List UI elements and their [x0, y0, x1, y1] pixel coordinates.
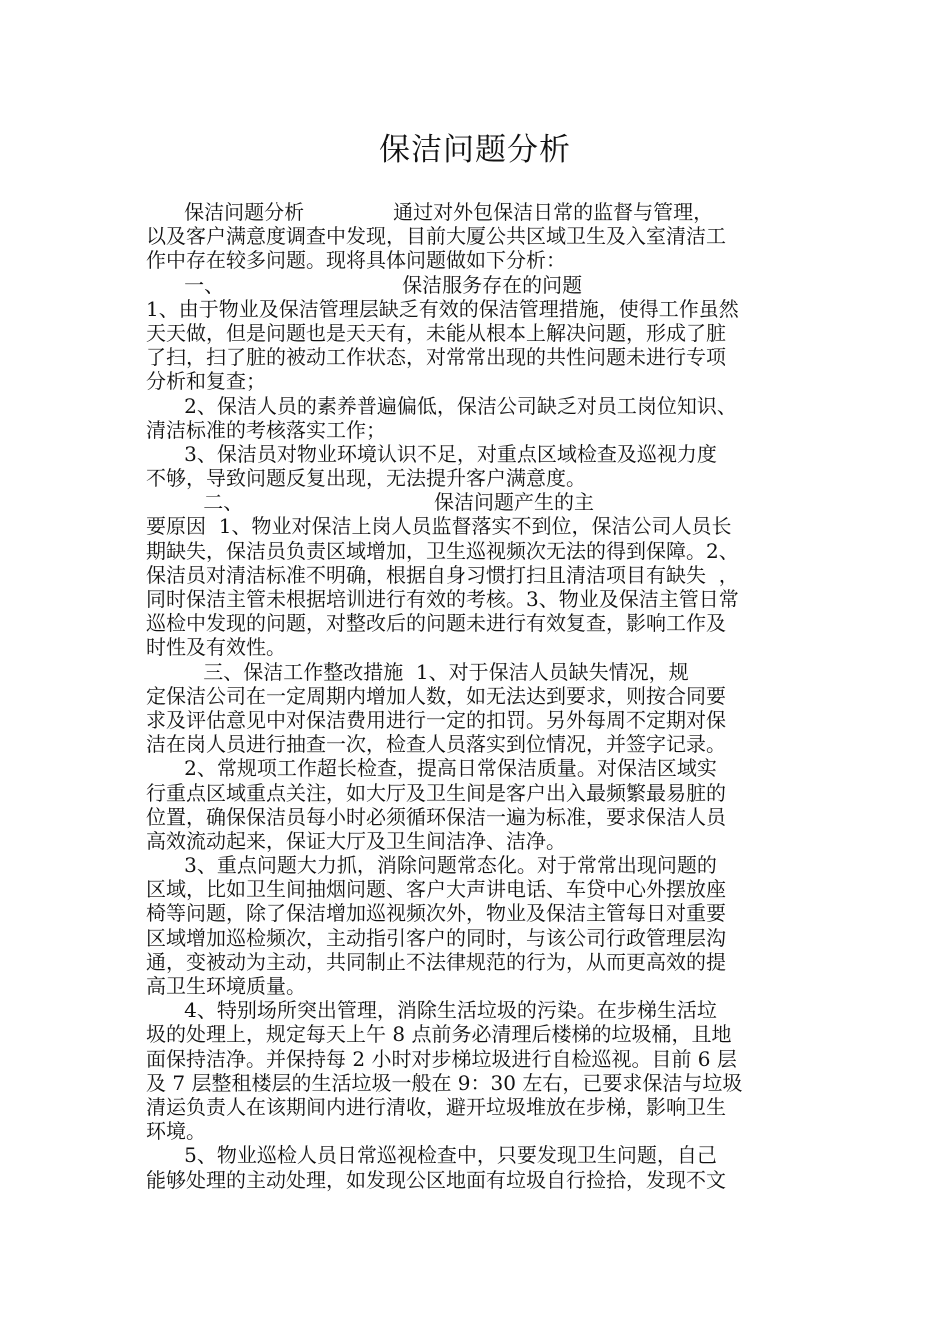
body-line: 以及客户满意度调查中发现，目前大厦公共区域卫生及入室清洁工 [146, 224, 726, 249]
body-line: 时性及有效性。 [146, 635, 286, 660]
body-line: 3、保洁员对物业环境认识不足，对重点区域检查及巡视力度 [146, 441, 717, 466]
body-line: 1、由于物业及保洁管理层缺乏有效的保洁管理措施，使得工作虽然 [146, 296, 739, 321]
body-line: 5、物业巡检人员日常巡视检查中，只要发现卫生问题，自己 [146, 1143, 717, 1168]
body-line: 4、特别场所突出管理，消除生活垃圾的污染。在步梯生活垃 [146, 998, 717, 1023]
body-line: 二、 保洁问题产生的主 [146, 490, 594, 515]
body-line: 巡检中发现的问题，对整改后的问题未进行有效复查，影响工作及 [146, 611, 726, 636]
body-line: 期缺失，保洁员负责区域增加，卫生巡视频次无法的得到保障。2、 [146, 538, 739, 563]
body-line: 高效流动起来，保证大厅及卫生间洁净、洁净。 [146, 828, 566, 853]
body-line: 圾的处理上，规定每天上午 8 点前务必清理后楼梯的垃圾桶，且地 [146, 1022, 732, 1047]
body-line: 保洁问题分析 通过对外包保洁日常的监督与管理， [146, 200, 714, 224]
body-line: 作中存在较多问题。现将具体问题做如下分析： [146, 248, 566, 273]
body-line: 三、保洁工作整改措施 1、对于保洁人员缺失情况，规 [146, 659, 689, 684]
body-line: 能够处理的主动处理，如发现公区地面有垃圾自行捡拾，发现不文 [146, 1167, 726, 1192]
body-line: 椅等问题，除了保洁增加巡视频次外，物业及保洁主管每日对重要 [146, 901, 726, 926]
body-line: 求及评估意见中对保洁费用进行一定的扣罚。另外每周不定期对保 [146, 707, 726, 732]
body-line: 区域增加巡检频次，主动指引客户的同时，与该公司行政管理层沟 [146, 925, 726, 950]
body-line: 不够，导致问题反复出现，无法提升客户满意度。 [146, 466, 586, 491]
body-line: 了扫，扫了脏的被动工作状态，对常常出现的共性问题未进行专项 [146, 345, 726, 370]
body-line: 保洁员对清洁标准不明确，根据自身习惯打扫且清洁项目有缺失 ， [146, 562, 739, 587]
body-line: 2、常规项工作超长检查，提高日常保洁质量。对保洁区域实 [146, 756, 717, 781]
body-line: 天天做，但是问题也是天天有，未能从根本上解决问题，形成了脏 [146, 320, 726, 345]
body-line: 行重点区域重点关注，如大厅及卫生间是客户出入最频繁最易脏的 [146, 780, 726, 805]
body-line: 同时保洁主管未根据培训进行有效的考核。3、物业及保洁主管日常 [146, 587, 739, 611]
body-line: 及 7 层整租楼层的生活垃圾一般在 9：30 左右，已要求保洁与垃圾 [146, 1070, 743, 1095]
body-line: 位置，确保保洁员每小时必须循环保洁一遍为标准，要求保洁人员 [146, 804, 726, 829]
body-line: 2、保洁人员的素养普遍偏低，保洁公司缺乏对员工岗位知识、 [146, 393, 737, 418]
body-line: 通，变被动为主动，共同制止不法律规范的行为，从而更高效的提 [146, 949, 726, 974]
body-line: 区域，比如卫生间抽烟问题、客户大声讲电话、车贷中心外摆放座 [146, 877, 726, 902]
body-line: 要原因 1、物业对保洁上岗人员监督落实不到位，保洁公司人员长 [146, 514, 732, 539]
document-body [146, 200, 836, 1192]
page-title: 保洁问题分析 [379, 132, 571, 168]
body-line: 清运负责人在该期间内进行清收，避开垃圾堆放在步梯，影响卫生 [146, 1094, 726, 1119]
body-line: 高卫生环境质量。 [146, 974, 306, 998]
body-line: 洁在岗人员进行抽查一次，检查人员落实到位情况，并签字记录。 [146, 732, 726, 757]
body-line: 一、 保洁服务存在的问题 [146, 272, 583, 297]
body-line: 环境。 [146, 1119, 206, 1144]
body-line: 分析和复查； [146, 369, 266, 394]
body-line: 3、重点问题大力抓，消除问题常态化。对于常常出现问题的 [146, 853, 717, 878]
body-line: 面保持洁净。并保持每 2 小时对步梯垃圾进行自检巡视。目前 6 层 [146, 1046, 737, 1071]
body-line: 定保洁公司在一定周期内增加人数，如无法达到要求，则按合同要 [146, 683, 726, 708]
body-line: 清洁标准的考核落实工作； [146, 417, 386, 442]
